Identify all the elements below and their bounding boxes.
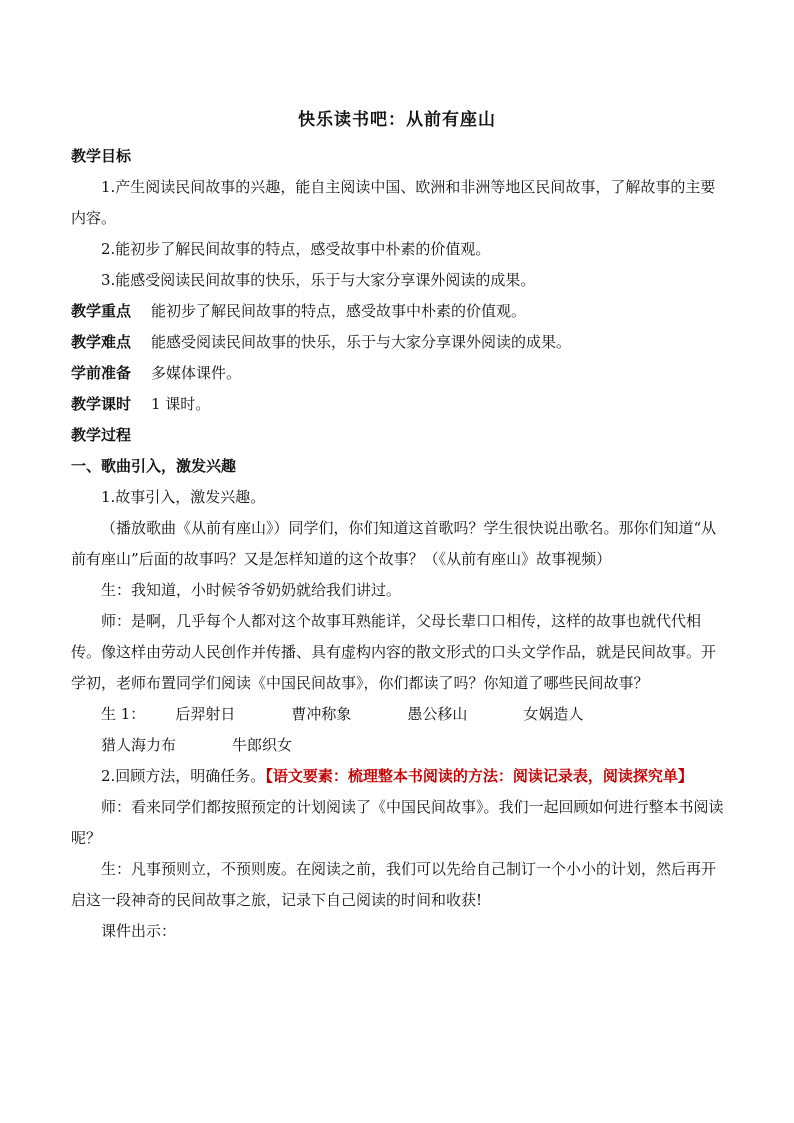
objective-item: 2.能初步了解民间故事的特点，感受故事中朴素的价值观。	[101, 240, 491, 258]
key-point-label: 教学重点	[71, 302, 132, 320]
paragraph: 课件出示：	[101, 922, 177, 940]
difficulty-row	[71, 327, 726, 358]
hours-label: 教学课时	[71, 395, 132, 413]
step-row	[71, 761, 726, 792]
hours-row	[71, 389, 726, 420]
key-point-row	[71, 296, 726, 327]
preparation-label: 学前准备	[71, 364, 132, 382]
process-heading: 教学过程	[71, 426, 132, 444]
preparation-text: 多媒体课件。	[151, 364, 242, 382]
step-heading: 1.故事引入，激发兴趣。	[101, 488, 266, 506]
objective-item: 1.产生阅读民间故事的兴趣，能自主阅读中国、欧洲和非洲等地区民间故事，了解故事的主要内容。	[71, 178, 716, 227]
paragraph: 生：凡事预则立，不预则废。在阅读之前，我们可以先给自己制订一个小小的计划，然后再开启这一段神奇的民间故事之旅，记录下自己阅读的时间和收获!	[71, 860, 717, 909]
story-list-prefix: 生 1：	[101, 705, 146, 723]
document-title: 快乐读书吧：从前有座山	[298, 110, 496, 130]
preparation-row	[71, 358, 726, 389]
step-heading: 2.回顾方法，明确任务。	[101, 767, 266, 785]
section-heading: 一、歌曲引入，激发兴趣	[71, 457, 237, 475]
language-element-note: 【语文要素：梳理整本书阅读的方法：阅读记录表，阅读探究单】	[265, 767, 693, 785]
story-item: 女娲造人	[523, 705, 584, 723]
story-item: 猎人海力布	[101, 736, 177, 754]
paragraph: 师：看来同学们都按照预定的计划阅读了《中国民间故事》。我们一起回顾如何进行整本书阅读呢？	[71, 798, 724, 847]
story-item: 牛郎织女	[232, 736, 293, 754]
difficulty-label: 教学难点	[71, 333, 132, 351]
document-body	[71, 141, 726, 947]
difficulty-text: 能感受阅读民间故事的快乐，乐于与大家分享课外阅读的成果。	[151, 333, 572, 351]
paragraph: （播放歌曲《从前有座山》）同学们，你们知道这首歌吗？学生很快说出歌名。那你们知道“从前有座山”后面的故事吗？又是怎样知道的这个故事？（《从前有座山》故事视频）	[71, 519, 717, 568]
paragraph: 生：我知道，小时候爷爷奶奶就给我们讲过。	[101, 581, 402, 599]
story-list	[71, 699, 726, 761]
objective-item: 3.能感受阅读民间故事的快乐，乐于与大家分享课外阅读的成果。	[101, 271, 536, 289]
story-item: 愚公移山	[407, 705, 468, 723]
objectives-heading: 教学目标	[71, 147, 132, 165]
key-point-text: 能初步了解民间故事的特点，感受故事中朴素的价值观。	[151, 302, 527, 320]
story-item: 后羿射日	[175, 705, 236, 723]
hours-text: 1 课时。	[151, 395, 211, 413]
story-item: 曹冲称象	[291, 705, 352, 723]
paragraph: 师：是啊，几乎每个人都对这个故事耳熟能详，父母长辈口口相传，这样的故事也就代代相传。像这样由劳动人民创作并传播、具有虚构内容的散文形式的口头文学作品，就是民间故事。开学初，老师布置同学们阅读《中国民间故事》，你们都读了吗？你知道了哪些民间故事？	[71, 612, 717, 692]
